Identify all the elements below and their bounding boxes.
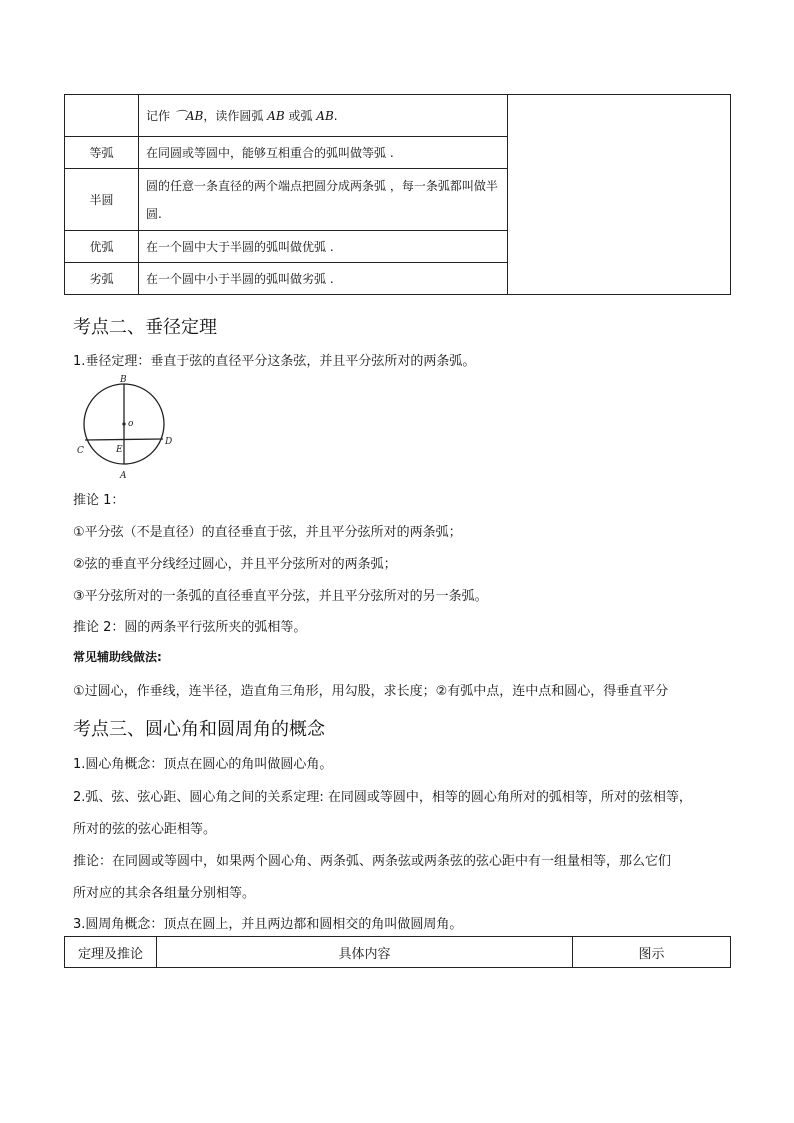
- corollary1-title: 推论 1：: [73, 493, 125, 508]
- table-header-content: 具体内容: [157, 937, 573, 968]
- table-row-text: 在一个圆中大于半圆的弧叫做优弧 .: [139, 231, 508, 263]
- label-c: C: [77, 446, 84, 456]
- label-e: E: [116, 445, 123, 455]
- central-angle-concept: 1.圆心角概念：顶点在圆心的角叫做圆心角。: [73, 757, 333, 772]
- table-row-label: 等弧: [65, 137, 139, 169]
- table-row-label: [65, 95, 139, 137]
- label-o: o: [128, 419, 134, 429]
- relation-theorem-line2: 所对的弦的弦心距相等。: [73, 822, 217, 837]
- center-point: [122, 422, 125, 425]
- table-row-text: 在一个圆中小于半圆的弧叫做劣弧 .: [139, 263, 508, 295]
- corollary3-line2: 所对应的其余各组量分别相等。: [73, 886, 256, 901]
- arc-symbol: ⌒AB: [173, 108, 204, 123]
- corollary1-item: ①平分弦（不是直径）的直径垂直于弦，并且平分弦所对的两条弧；: [73, 525, 462, 540]
- corollary1-item: ③平分弦所对的一条弧的直径垂直平分弦，并且平分弦所对的另一条弧。: [73, 589, 488, 604]
- table-row-text: 在同圆或等圆中，能够互相重合的弧叫做等弧 .: [139, 137, 508, 169]
- inscribed-angle-concept: 3.圆周角概念：顶点在圆上，并且两边都和圆相交的角叫做圆周角。: [73, 917, 463, 932]
- relation-theorem-line1: 2.弧、弦、弦心距、圆心角之间的关系定理: 在同圆或等圆中，相等的圆心角所对的弧相等，所对的弦相等，: [73, 790, 692, 805]
- chord-cd: [85, 439, 163, 440]
- table-blank-cell: [508, 95, 731, 295]
- section3-title: 考点三、圆心角和圆周角的概念: [73, 719, 325, 740]
- label-b: B: [120, 375, 127, 385]
- aux-lines-text: ①过圆心，作垂线，连半径，造直角三角形，用勾股，求长度；②有弧中点，连中点和圆心，得垂直平分: [73, 684, 669, 699]
- circle-diagram: [72, 372, 182, 484]
- table-row-text: 圆的任意一条直径的两个端点把圆分成两条弧 ，每一条弧都叫做半圆.: [139, 169, 508, 231]
- corollary3-line1: 推论：在同圆或等圆中，如果两个圆心角、两条弧、两条弦或两条弦的弦心距中有一组量相等，那么它们: [73, 854, 672, 869]
- table-header-figure: 图示: [573, 937, 731, 968]
- perpendicular-diameter-theorem: 1.垂径定理：垂直于弦的直径平分这条弦，并且平分弦所对的两条弧。: [73, 354, 476, 369]
- table-row-label: 半圆: [65, 169, 139, 231]
- arc-definitions-table: [64, 94, 731, 295]
- table-row-label: 劣弧: [65, 263, 139, 295]
- label-d: D: [165, 437, 173, 447]
- corollary2: 推论 2：圆的两条平行弦所夹的弧相等。: [73, 620, 307, 635]
- section2-title: 考点二、垂径定理: [73, 317, 217, 338]
- label-a: A: [120, 471, 127, 481]
- aux-lines-title: 常见辅助线做法:: [73, 650, 162, 664]
- arc-notation-text: 记作 ⌒AB，读作圆弧 AB 或弧 AB.: [139, 95, 508, 137]
- corollary1-item: ②弦的垂直平分线经过圆心，并且平分弦所对的两条弧；: [73, 557, 397, 572]
- table-header-theorem: 定理及推论: [65, 937, 157, 968]
- table-row-label: 优弧: [65, 231, 139, 263]
- inscribed-angle-table: [64, 936, 731, 968]
